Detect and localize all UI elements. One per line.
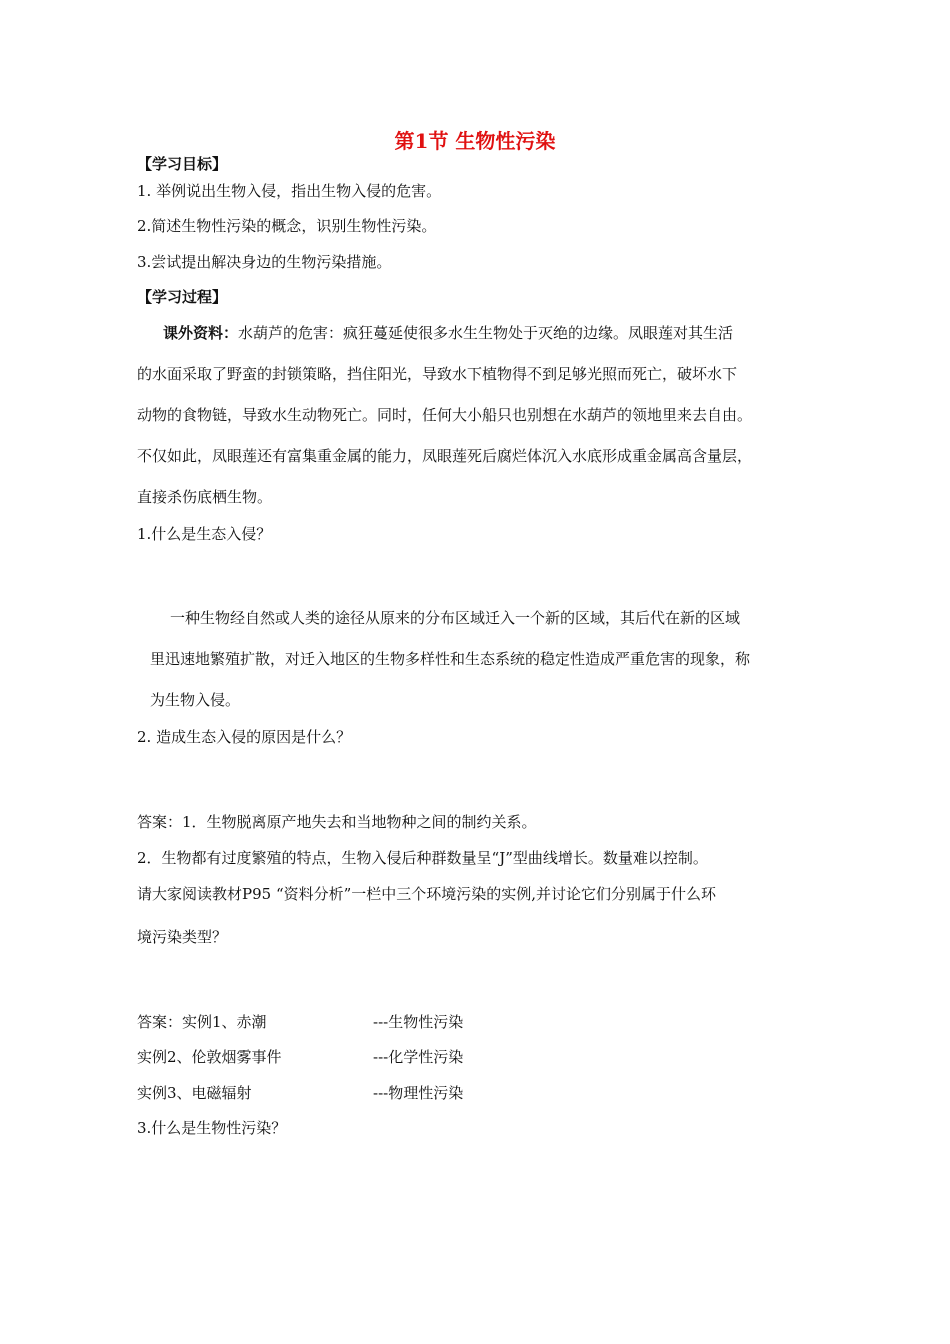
page-title: 第1节 生物性污染 xyxy=(394,129,556,153)
example-row xyxy=(137,1046,282,1067)
example-type: ---化学性污染 xyxy=(373,1048,464,1066)
material-line: 的水面采取了野蛮的封锁策略，挡住阳光，导致水下植物得不到足够光照而死亡，破坏水下 xyxy=(137,365,738,383)
material-line xyxy=(163,322,733,343)
material-label: 课外资料： xyxy=(163,324,239,342)
example-type: ---物理性污染 xyxy=(373,1084,464,1102)
goals-heading: 【学习目标】 xyxy=(137,155,228,173)
reading-prompt-line: 境污染类型？ xyxy=(137,928,228,946)
question-2: 2. 造成生态入侵的原因是什么？ xyxy=(137,728,352,746)
reading-prompt-line: 请大家阅读教材P95 “资料分析”一栏中三个环境污染的实例,并讨论它们分别属于什么环 xyxy=(137,885,717,903)
answer-1-line: 一种生物经自然或人类的途径从原来的分布区域迁入一个新的区域，其后代在新的区域 xyxy=(170,609,741,627)
goal-item: 1. 举例说出生物入侵，指出生物入侵的危害。 xyxy=(137,182,442,200)
material-text: 水葫芦的危害：疯狂蔓延使很多水生生物处于灭绝的边缘。凤眼莲对其生活 xyxy=(238,324,734,342)
answer-1-line: 为生物入侵。 xyxy=(150,691,241,709)
material-line: 动物的食物链，导致水生动物死亡。同时，任何大小船只也别想在水葫芦的领地里来去自由。 xyxy=(137,406,753,424)
example-row xyxy=(137,1082,252,1103)
material-line: 不仅如此，凤眼莲还有富集重金属的能力，凤眼莲死后腐烂体沉入水底形成重金属高含量层， xyxy=(137,447,753,465)
material-line: 直接杀伤底栖生物。 xyxy=(137,488,273,506)
example-name: 实例3、电磁辐射 xyxy=(137,1084,252,1102)
example-row xyxy=(137,1011,267,1032)
question-3: 3.什么是生物性污染？ xyxy=(137,1119,287,1137)
goal-item: 3.尝试提出解决身边的生物污染措施。 xyxy=(137,253,392,271)
question-1: 1.什么是生态入侵？ xyxy=(137,525,272,543)
answer-2-line: 答案：1．生物脱离原产地失去和当地物种之间的制约关系。 xyxy=(137,813,537,831)
process-heading: 【学习过程】 xyxy=(137,288,228,306)
example-name: 答案：实例1、赤潮 xyxy=(137,1013,267,1031)
example-type: ---生物性污染 xyxy=(373,1013,464,1031)
goal-item: 2.简述生物性污染的概念，识别生物性污染。 xyxy=(137,217,437,235)
answer-2-line: 2．生物都有过度繁殖的特点，生物入侵后种群数量呈“J”型曲线增长。数量难以控制。 xyxy=(137,849,708,867)
answer-1-line: 里迅速地繁殖扩散，对迁入地区的生物多样性和生态系统的稳定性造成严重危害的现象，称 xyxy=(150,650,751,668)
example-name: 实例2、伦敦烟雾事件 xyxy=(137,1048,282,1066)
